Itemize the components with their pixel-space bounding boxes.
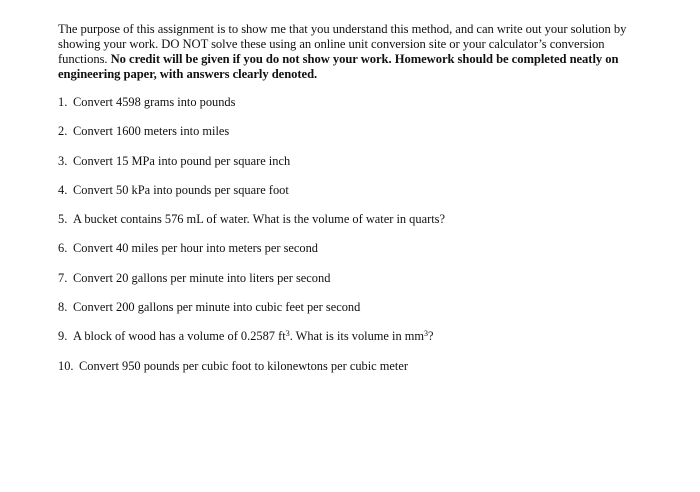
problem-number: 6. xyxy=(58,241,68,256)
problem-text: Convert 1600 meters into miles xyxy=(73,124,230,139)
problem-text: Convert 4598 grams into pounds xyxy=(73,95,236,109)
problem-item xyxy=(58,124,445,153)
problem-item xyxy=(58,359,445,388)
problem-text: Convert 20 gallons per minute into liters per second xyxy=(73,270,331,285)
cubic-millimeter-superscript: 3 xyxy=(424,329,429,339)
instructions-text: The purpose of this assignment is to show me that you understand this method, and can write out your solution by showing your work. DO NOT solve these using an online unit conversion site or your calculator’s conversion functions. xyxy=(58,21,627,66)
problem-item xyxy=(58,183,445,212)
problem-number: 8. xyxy=(58,300,68,315)
problem-list xyxy=(58,95,445,388)
problem-text: A bucket contains 576 mL of water. What is the volume of water in quarts? xyxy=(73,212,445,227)
problem-text-middle: . What is its volume in mm xyxy=(289,329,425,344)
problem-text: Convert 40 miles per hour into meters per second xyxy=(73,241,318,256)
problem-number: 2. xyxy=(58,124,68,139)
problem-text: Convert 50 kPa into pounds per square foot xyxy=(73,182,289,197)
problem-item xyxy=(58,271,445,300)
problem-number: 4. xyxy=(58,182,68,197)
problem-item xyxy=(58,329,445,358)
problem-number: 5. xyxy=(58,212,68,227)
problem-text-before: A block of wood has a volume of 0.2587 ft xyxy=(73,329,286,344)
problem-item xyxy=(58,154,445,183)
problem-number: 7. xyxy=(58,270,68,285)
problem-text: Convert 200 gallons per minute into cubic feet per second xyxy=(73,300,361,315)
problem-text: Convert 950 pounds per cubic foot to kilonewtons per cubic meter xyxy=(79,358,408,373)
problem-item xyxy=(58,241,445,270)
cubic-feet-superscript: 3 xyxy=(285,329,290,339)
assignment-instructions xyxy=(58,22,648,83)
problem-number: 3. xyxy=(58,153,68,168)
problem-number: 1. xyxy=(58,95,68,109)
instructions-bold-text: No credit will be given if you do not show your work. Homework should be completed neatly on engineering paper, with answers clearly denoted. xyxy=(58,52,619,82)
problem-text-after: ? xyxy=(428,329,434,344)
problem-item xyxy=(58,95,445,124)
problem-number: 10. xyxy=(58,358,74,373)
problem-item xyxy=(58,300,445,329)
problem-number: 9. xyxy=(58,329,68,344)
problem-text: Convert 15 MPa into pound per square inch xyxy=(73,153,291,168)
problem-text xyxy=(73,329,434,358)
problem-item xyxy=(58,212,445,241)
